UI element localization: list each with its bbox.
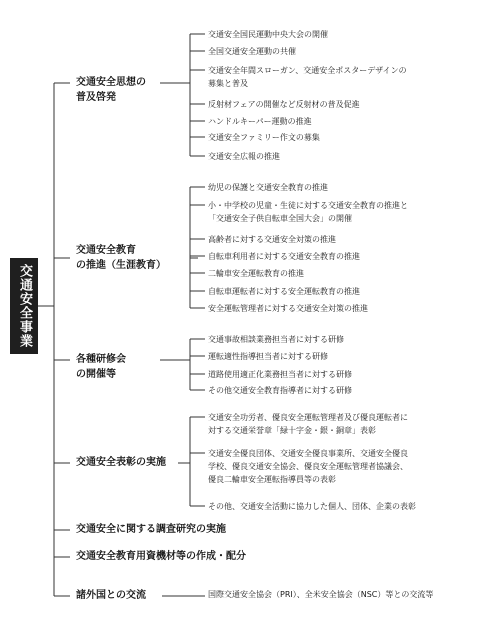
list-item: 交通安全年間スローガン、交通安全ポスターデザインの 募集と普及 xyxy=(208,66,407,88)
list-item: 安全運転管理者に対する交通安全対策の推進 xyxy=(208,304,368,313)
category-awareness xyxy=(76,75,146,105)
category-line: の推進（生涯教育） xyxy=(76,260,166,271)
list-item: その他、交通安全活動に協力した個人、団体、企業の表彰 xyxy=(208,502,416,511)
category-line: 各種研修会 xyxy=(76,354,126,365)
category-awards xyxy=(76,455,166,470)
category-line: 交通安全表彰の実施 xyxy=(76,457,166,468)
list-item: 小・中学校の児童・生徒に対する交通安全教育の推進と 「交通安全子供自転車全国大会」の開催 xyxy=(208,201,408,223)
list-item: 道路使用適正化業務担当者に対する研修 xyxy=(208,370,352,379)
category-line: 交通安全教育用資機材等の作成・配分 xyxy=(76,551,246,562)
category-international xyxy=(76,588,146,603)
list-item: 自転車利用者に対する交通安全教育の推進 xyxy=(208,252,360,261)
list-item: 交通安全国民運動中央大会の開催 xyxy=(208,30,328,39)
list-item: その他交通安全教育指導者に対する研修 xyxy=(208,386,352,395)
list-item: 全国交通安全運動の共催 xyxy=(208,47,296,56)
list-item: 交通安全優良団体、交通安全優良事業所、交通安全優良 学校、優良交通安全協会、優良安全運転管理者協議会、 優良二輪車安全運転指導員等の表彰 xyxy=(208,449,408,484)
list-item: 幼児の保護と交通安全教育の推進 xyxy=(208,183,328,192)
category-education xyxy=(76,243,166,273)
category-line: 交通安全に関する調査研究の実施 xyxy=(76,524,226,535)
list-item: 交通安全ファミリー作文の募集 xyxy=(208,133,320,142)
list-item: 高齢者に対する交通安全対策の推進 xyxy=(208,235,336,244)
category-line: 交通安全教育 xyxy=(76,245,136,256)
list-item: 交通事故相談業務担当者に対する研修 xyxy=(208,335,344,344)
category-line: の開催等 xyxy=(76,369,116,380)
list-item: 交通安全功労者、優良安全運転管理者及び優良運転者に 対する交通栄誉章「緑十字金・銀・銅章」表彰 xyxy=(208,413,408,435)
category-line: 諸外国との交流 xyxy=(76,590,146,601)
list-item: 運転適性指導担当者に対する研修 xyxy=(208,352,328,361)
category-research xyxy=(76,522,226,537)
category-line: 交通安全思想の xyxy=(76,77,146,88)
root-node xyxy=(10,258,38,354)
root-label: 交通安全事業 xyxy=(17,264,32,348)
list-item: 反射材フェアの開催など反射材の普及促進 xyxy=(208,100,360,109)
list-item: 国際交通安全協会（PRI）、全米安全協会（NSC）等との交流等 xyxy=(208,590,434,599)
list-item: 二輪車安全運転教育の推進 xyxy=(208,269,304,278)
list-item: 交通安全広報の推進 xyxy=(208,152,280,161)
list-item: ハンドルキーパー運動の推進 xyxy=(208,117,312,126)
category-training xyxy=(76,352,126,382)
category-line: 普及啓発 xyxy=(76,92,116,103)
list-item: 自転車運転者に対する安全運転教育の推進 xyxy=(208,287,360,296)
category-materials xyxy=(76,549,246,564)
